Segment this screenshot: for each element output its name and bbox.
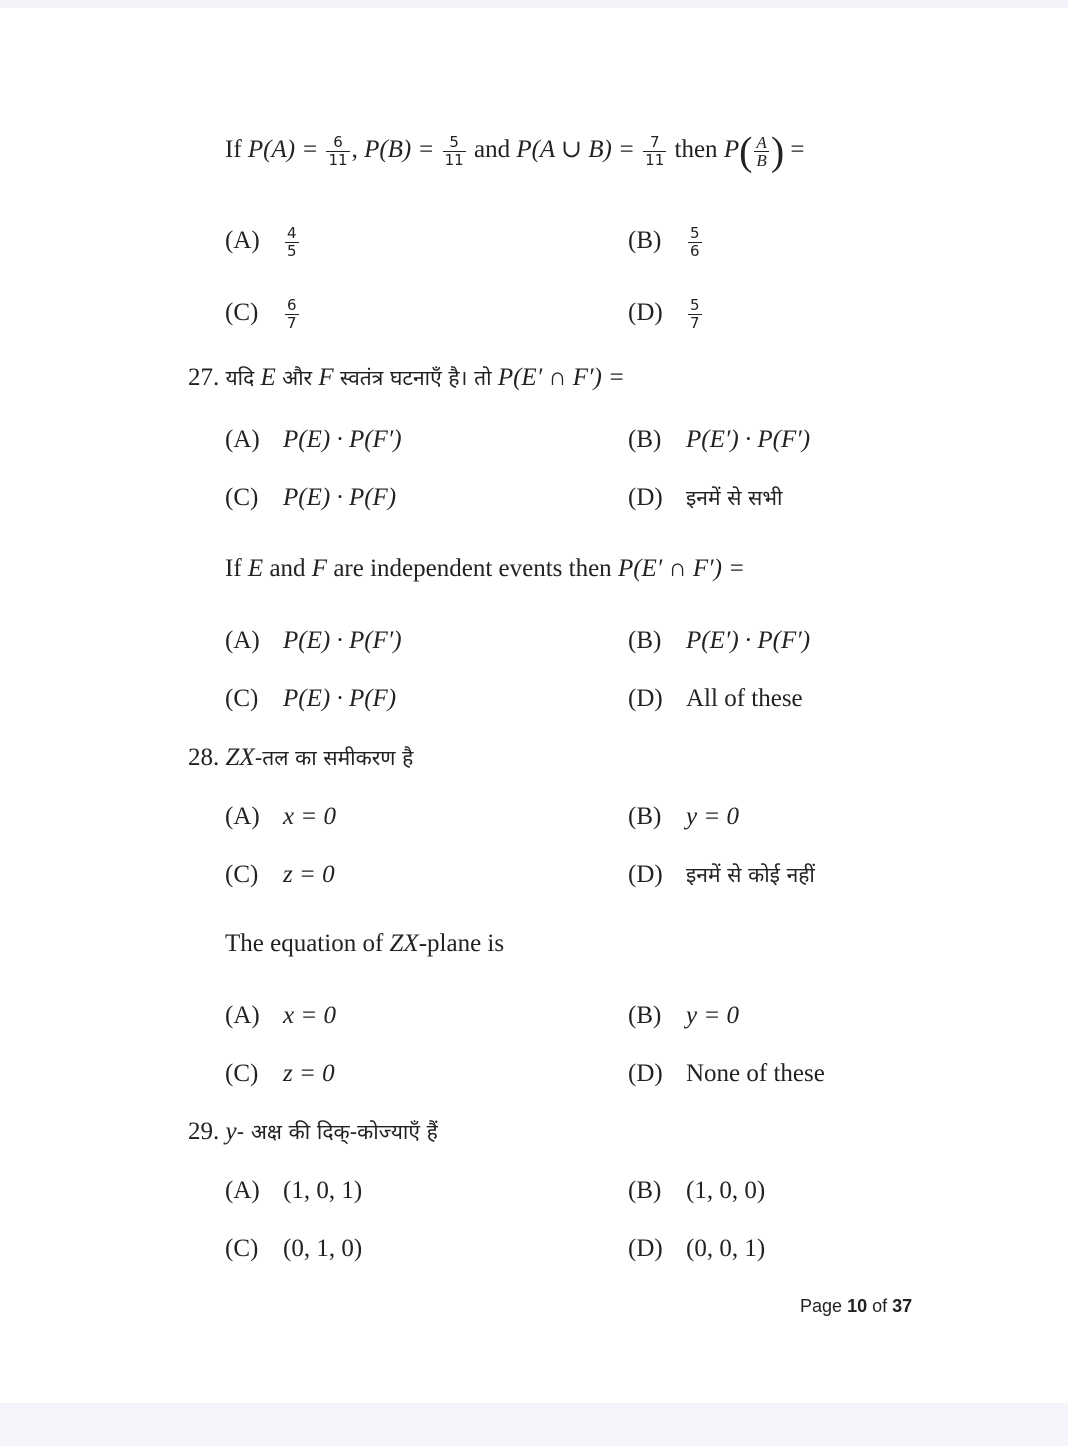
q26-cond-num: A xyxy=(756,133,767,152)
q29-option-b xyxy=(628,1176,765,1206)
q27-en-option-b-label: (B) xyxy=(628,627,662,654)
q26-pb-den: 11 xyxy=(444,151,464,169)
q27-hi-option-b-label: (B) xyxy=(628,426,662,453)
q27-en-w2: and xyxy=(269,555,306,582)
document-page xyxy=(0,8,1068,1403)
q28-hi-rest: -तल का समीकरण है xyxy=(254,746,414,770)
q26-pa: P(A) = xyxy=(247,136,319,164)
q27-hi-w1: यदि xyxy=(225,366,255,390)
q27-en-option-c-label: (C) xyxy=(225,685,259,712)
page-prefix: Page xyxy=(800,1296,843,1316)
page-total: 37 xyxy=(892,1296,913,1316)
q28-english-stem xyxy=(225,929,504,959)
q28-hi-option-a-text: x = 0 xyxy=(283,803,336,830)
q28-hi-option-a xyxy=(225,802,336,832)
q27-en-option-b-text: P(E′) · P(F′) xyxy=(686,627,811,654)
q27-hi-expr: P(E′ ∩ F′) = xyxy=(497,364,625,391)
q27-hi-w2: और xyxy=(282,366,313,390)
q27-english-stem xyxy=(225,554,745,584)
q26-pb: P(B) = xyxy=(364,136,435,164)
q26-pb-num: 5 xyxy=(443,134,466,152)
q27-number: 27. xyxy=(188,364,220,391)
q27-en-option-a-text: P(E) · P(F′) xyxy=(283,627,402,654)
q28-hi-option-c-label: (C) xyxy=(225,861,259,888)
q29-hi-rest: - अक्ष की दिक्-कोज्याएँ हैं xyxy=(236,1120,438,1144)
q26-option-b-fraction xyxy=(688,225,702,260)
q29-hi-y: y xyxy=(225,1118,237,1145)
q29-option-a xyxy=(225,1176,362,1206)
q28-en-option-d-label: (D) xyxy=(628,1060,663,1087)
q26-pa-fraction xyxy=(326,134,349,169)
q28-en-option-d-text: None of these xyxy=(686,1060,825,1087)
q27-hindi-stem xyxy=(188,363,625,393)
q26-equals: = xyxy=(790,136,805,164)
q29-option-c-text: (0, 1, 0) xyxy=(283,1235,363,1262)
q27-hi-option-b-text: P(E′) · P(F′) xyxy=(686,426,811,453)
q28-en-option-a-text: x = 0 xyxy=(283,1002,336,1029)
q27-en-option-d xyxy=(628,684,803,714)
q27-en-f: F xyxy=(311,555,328,582)
q29-hindi-stem xyxy=(188,1117,438,1147)
q27-en-option-d-label: (D) xyxy=(628,685,663,712)
q26-option-d xyxy=(628,297,704,332)
q27-hi-option-d-text: इनमें से सभी xyxy=(686,486,783,510)
q26-open-paren: ( xyxy=(739,128,753,174)
q26-if: If xyxy=(225,136,242,164)
q28-en-option-d xyxy=(628,1059,825,1089)
q28-en-option-a-label: (A) xyxy=(225,1002,260,1029)
q27-hi-option-d xyxy=(628,483,782,513)
page-of: of xyxy=(872,1296,888,1316)
q26-d-num: 5 xyxy=(690,296,700,314)
q27-hi-option-b xyxy=(628,425,810,455)
q28-en-option-b-label: (B) xyxy=(628,1002,662,1029)
q27-hi-option-d-label: (D) xyxy=(628,484,663,511)
q28-number: 28. xyxy=(188,744,220,771)
q26-pu-den: 11 xyxy=(645,151,665,169)
q26-option-b xyxy=(628,225,704,260)
q26-option-a-fraction xyxy=(285,225,299,260)
q28-en-zx: ZX xyxy=(389,930,419,957)
top-band xyxy=(0,0,1068,8)
q26-a-num: 4 xyxy=(287,224,297,242)
q28-en-pre: The equation of xyxy=(225,930,384,957)
q26-c-num: 6 xyxy=(287,296,297,314)
q26-d-den: 7 xyxy=(690,314,700,332)
q27-en-option-a-label: (A) xyxy=(225,627,260,654)
q29-option-d xyxy=(628,1234,765,1264)
q29-option-b-text: (1, 0, 0) xyxy=(686,1177,766,1204)
q26-option-c-label: (C) xyxy=(225,299,259,327)
q26-pa-den: 11 xyxy=(328,151,348,169)
q28-en-option-c-label: (C) xyxy=(225,1060,259,1087)
q26-c-den: 7 xyxy=(287,314,297,332)
bottom-band xyxy=(0,1403,1068,1446)
q28-hi-option-a-label: (A) xyxy=(225,803,260,830)
q26-p: P xyxy=(723,136,740,164)
q27-hi-option-c-text: P(E) · P(F) xyxy=(283,484,397,511)
q28-hindi-stem xyxy=(188,743,413,773)
q29-number: 29. xyxy=(188,1118,220,1145)
q28-hi-option-c xyxy=(225,860,335,890)
q26-cond-fraction xyxy=(754,134,768,169)
q26-cond-den: B xyxy=(756,151,767,170)
q26-a-den: 5 xyxy=(287,242,297,260)
q27-hi-option-a-text: P(E) · P(F′) xyxy=(283,426,402,453)
q28-en-option-c xyxy=(225,1059,335,1089)
q28-hi-option-d-text: इनमें से कोई नहीं xyxy=(686,863,815,887)
q26-option-a-label: (A) xyxy=(225,227,260,255)
q26-b-den: 6 xyxy=(690,242,700,260)
q27-hi-f: F xyxy=(318,364,334,391)
q26-pu: P(A ∪ B) = xyxy=(516,136,635,164)
page-current: 10 xyxy=(847,1296,868,1316)
q26-pa-num: 6 xyxy=(326,134,349,152)
q26-option-c xyxy=(225,297,301,332)
q26-option-d-fraction xyxy=(688,297,702,332)
q28-en-option-b-text: y = 0 xyxy=(686,1002,739,1029)
q27-hi-option-c xyxy=(225,483,396,513)
q29-option-b-label: (B) xyxy=(628,1177,662,1204)
q29-option-c xyxy=(225,1234,362,1264)
q27-hi-option-a-label: (A) xyxy=(225,426,260,453)
q27-en-option-d-text: All of these xyxy=(686,685,803,712)
q26-pu-fraction xyxy=(643,134,666,169)
q26-comma: , xyxy=(351,136,358,164)
q27-en-option-b xyxy=(628,626,810,656)
q28-hi-option-d-label: (D) xyxy=(628,861,663,888)
q27-en-w3: are independent events then xyxy=(333,555,612,582)
q28-en-option-c-text: z = 0 xyxy=(283,1060,335,1087)
q28-hi-zx: ZX xyxy=(225,744,255,771)
q29-option-c-label: (C) xyxy=(225,1235,259,1262)
q28-hi-option-b-text: y = 0 xyxy=(686,803,739,830)
q27-hi-w3: स्वतंत्र घटनाएँ है। तो xyxy=(339,366,492,390)
q26-pb-fraction xyxy=(443,134,466,169)
q27-hi-e: E xyxy=(260,364,276,391)
page-number xyxy=(800,1296,912,1317)
q28-en-post: -plane is xyxy=(418,930,505,957)
q26-option-d-label: (D) xyxy=(628,299,663,327)
q28-en-option-b xyxy=(628,1001,739,1031)
q26-option-c-fraction xyxy=(285,297,299,332)
q27-en-w1: If xyxy=(225,555,242,582)
q27-en-option-a xyxy=(225,626,402,656)
q27-hi-option-c-label: (C) xyxy=(225,484,259,511)
q28-en-option-a xyxy=(225,1001,336,1031)
q28-hi-option-d xyxy=(628,860,815,890)
q27-en-option-c xyxy=(225,684,396,714)
q27-hi-option-a xyxy=(225,425,402,455)
q29-option-d-label: (D) xyxy=(628,1235,663,1262)
q27-en-expr: P(E′ ∩ F′) = xyxy=(617,555,746,582)
q28-hi-option-b xyxy=(628,802,739,832)
q29-option-a-label: (A) xyxy=(225,1177,260,1204)
q28-hi-option-b-label: (B) xyxy=(628,803,662,830)
q26-option-a xyxy=(225,225,301,260)
q27-en-e: E xyxy=(247,555,264,582)
q26-stem xyxy=(225,128,805,174)
q26-option-b-label: (B) xyxy=(628,227,662,255)
q26-close-paren: ) xyxy=(770,128,785,174)
q26-b-num: 5 xyxy=(690,224,700,242)
q27-en-option-c-text: P(E) · P(F) xyxy=(283,685,397,712)
q26-then: then xyxy=(674,136,718,164)
q29-option-a-text: (1, 0, 1) xyxy=(283,1177,363,1204)
q26-and: and xyxy=(473,136,511,164)
q28-hi-option-c-text: z = 0 xyxy=(283,861,335,888)
q26-pu-num: 7 xyxy=(643,134,666,152)
q29-option-d-text: (0, 0, 1) xyxy=(686,1235,766,1262)
